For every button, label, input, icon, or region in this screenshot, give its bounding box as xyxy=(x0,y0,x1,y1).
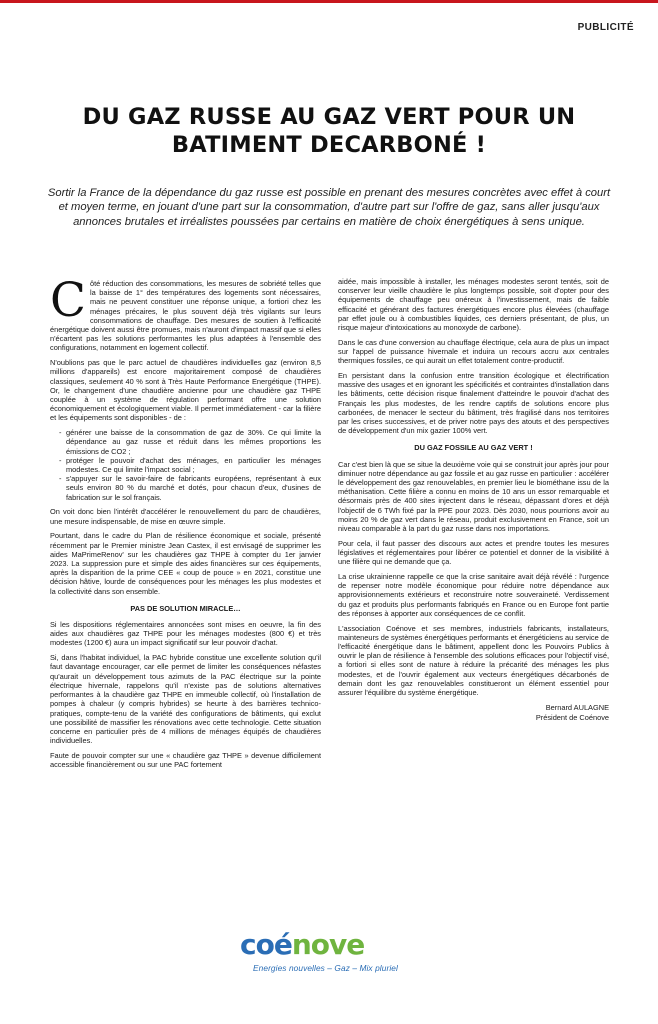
signature-role: Président de Coénove xyxy=(535,713,609,723)
advertisement-label: PUBLICITÉ xyxy=(577,22,634,33)
list-item: - générer une baisse de la consommation de gaz de 30%. Ce qui limite la dépendance au gaz russe et réduit dans les mêmes proportions les émissions de CO2 ; xyxy=(66,428,321,456)
paragraph-1: Côté réduction des consommations, les mesures de sobriété telles que la baisse de 1° des températures des logements sont nécessaires, mais ne peuvent constituer une réponse unique, a fortiori chez les ménages précaires, le plus souvent déjà très vigilants sur leurs consommations de chauffage. Des mesures de soutien à l'efficacité énergétique doivent aussi être promues, mais n'auront d'impact massif que si elles n'écartent pas les solutions performantes les plus adaptées à l'ensemble des configurations, notamment en logement collectif. xyxy=(50,273,321,353)
paragraph-4: Pourtant, dans le cadre du Plan de résilience économique et sociale, présenté récemment par le Premier ministre Jean Castex, il est envisagé de supprimer les aides MaPrimeRenov' sur les chaudières gaz THPE à compter du 1er janvier 2023. La suppression pure et simple des aides financières sur ces équipements, après la disparition de la prime CEE « coup de pouce » en 2021, constitue une décision hâtive, lourde de conséquences pour les ménages les plus modestes et la collectivité dans son ensemble. xyxy=(50,531,321,596)
paragraph-11: Car c'est bien là que se situe la deuxième voie qui se construit jour après jour pour diminuer notre dépendance au gaz fossile et au gaz russe en particulier : accélérer le développement des gaz renouvelables, en premier lieu le biométhane issu de la méthanisation. Cette filière a connu en moins de 10 ans un essor remarquable et désormais près de 400 sites injectent dans le réseau, dépassant d'ores et déjà l'objectif de 6 TWh fixé par la PPE pour 2023. Dès 2030, nous pourrions avoir au moins 20 % de gaz vert dans le réseau, produit exclusivement en France, soit un niveau comparable à la part du gaz russe dans nos importations. xyxy=(338,459,609,534)
paragraph-12: Pour cela, il faut passer des discours aux actes et prendre toutes les mesures législatives et réglementaires pour libérer ce potentiel et donner de la visibilité à une filière qui ne demande que ça. xyxy=(338,538,609,567)
section-heading-green-gas: DU GAZ FOSSILE AU GAZ VERT ! xyxy=(414,443,533,453)
signature-name: Bernard AULAGNE xyxy=(545,703,609,713)
paragraph-7: Faute de pouvoir compter sur une « chaudière gaz THPE » devenue difficilement accessible financièrement ou sur une PAC fortement xyxy=(50,750,321,770)
list-item: - s'appuyer sur le savoir-faire de fabricants européens, représentant à eux seuls environ 80 % du marché et dotés, pour chacun d'eux, d'usines de fabrication sur le sol français. xyxy=(66,474,321,502)
article-column-right xyxy=(338,277,609,723)
paragraph-3: On voit donc bien l'intérêt d'accélérer le renouvellement du parc de chaudières, une mesure indispensable, de mise en œuvre simple. xyxy=(50,507,321,526)
paragraph-14: L'association Coénove et ses membres, industriels fabricants, installateurs, mainteneurs de systèmes énergétiques performants et énergéticiens au service de l'efficacité énergétique dans le bâtiment, appellent donc les Pouvoirs Publics à ouvrir le plan de résilience à l'ensemble des solutions efficaces pour l'objectif visé, a fortiori si elles sont de nature à réduire la précarité des ménages les plus modestes, et de l'ouvrir également aux vecteurs énergétiques décarbonés de demain dont les gaz renouvelables constitueront un élément essentiel pour assurer l'équilibre du système énergétique. xyxy=(338,623,609,698)
top-accent-rule xyxy=(0,0,658,3)
paragraph-2: N'oublions pas que le parc actuel de chaudières individuelles gaz (environ 8,5 millions d'appareils) est encore majoritairement composé de chaudières classiques, seulement 40 % sont à Très Haute Performance Energétique (THPE). Or, le changement d'une chaudière ancienne pour une chaudière gaz THPE couplée à un système de régulation performant offre une solution économiquement et écologiquement viable. Il permet immédiatement - car la filière et les équipements sont disponibles - de : xyxy=(50,358,321,423)
section-heading-no-miracle: PAS DE SOLUTION MIRACLE… xyxy=(130,603,241,613)
coenove-logo xyxy=(228,924,468,980)
paragraph-10: En persistant dans la confusion entre transition écologique et électrification massive des usages et en ignorant les spécificités et contraintes d'installation dans les bâtiments, cette décision risque finalement d'atteindre le pouvoir d'achat des Français les plus modestes, de les rendre captifs de solutions encore plus carbonées, de menacer le secteur du bâtiment, très fragilisé dans nos territoires par les crises successives, et de priver notre pays des atouts et des perspectives de développement d'un mix gazier 100% vert. xyxy=(338,371,609,436)
article-title: DU GAZ RUSSE AU GAZ VERT POUR UN BATIMENT DECARBONÉ ! xyxy=(82,104,576,158)
signature-block xyxy=(338,703,609,723)
logo-wordmark: coénove xyxy=(240,928,365,961)
article-column-left xyxy=(50,273,321,775)
paragraph-9: Dans le cas d'une conversion au chauffage électrique, cela aura de plus un impact sur l'appel de puissance hivernale et induira un recours accru aux centrales thermiques fossiles, ce qui aurait un effet totalement contre-productif. xyxy=(338,337,609,366)
paragraph-13: La crise ukrainienne rappelle ce que la crise sanitaire avait déjà révélé : l'urgence de repenser notre modèle économique pour réduire notre dépendance aux approvisionnements extérieurs et reconstruire notre souveraineté. Verdissement du gaz et produits plus performants fabriqués en France ou en Europe font partie des réponses à apporter aux conséquences de ce conflit. xyxy=(338,572,609,618)
logo-tagline: Energies nouvelles – Gaz – Mix pluriel xyxy=(253,963,398,973)
paragraph-5: Si les dispositions réglementaires annoncées sont mises en oeuvre, la fin des aides aux chaudières gaz THPE pour les ménages modestes (800 €) et très modestes (1200 €) aura un impact significatif sur leur pouvoir d'achat. xyxy=(50,620,321,648)
drop-cap: C xyxy=(50,273,86,328)
paragraph-8: aidée, mais impossible à installer, les ménages modestes seront tentés, soit de conserver leur vieille chaudière le plus longtemps possible, soit d'opter pour des équipements de chauffage peu onéreux à l'investissement, mais de faible efficacité et générant des factures énergétiques encore plus élevées (chauffage par effet joule ou à combustibles liquides, ces derniers présentant, de plus, un risque majeur d'intoxications au monoxyde de carbone). xyxy=(338,277,609,333)
article-intro: Sortir la France de la dépendance du gaz russe est possible en prenant des mesures concrètes avec effet à court et moyen terme, en jouant d'une part sur la consommation, d'autre part sur l'offre de gaz, sans aller jusqu'aux annonces brutales et irréalistes poussées par certains en matière de choix énergétiques à sens unique. xyxy=(47,187,611,228)
paragraph-6: Si, dans l'habitat individuel, la PAC hybride constitue une excellente solution qu'il faut davantage encourager, car elle permet de limiter les conséquences néfastes qu'aurait un développement tous azimuts de la PAC électrique sur la pointe électrique hivernale, rappelons qu'il n'existe pas de solutions alternatives performantes à la chaudière gaz THPE en immeuble collectif, où l'installation de pompes à chaleur (y compris hybrides) se heurte à des barrières technico-pratiques, compte-tenu de la variété des configurations de bâtiments, qui exclut une possibilité de massifier les rénovations avec cette technologie. Cette situation concerne en particulier près de 4 millions de ménages équipés de chaudières individuelles. xyxy=(50,653,321,746)
benefits-list xyxy=(50,428,321,502)
list-item: - protéger le pouvoir d'achat des ménages, en particulier les ménages modestes. Ce qui limite l'impact social ; xyxy=(66,456,321,474)
